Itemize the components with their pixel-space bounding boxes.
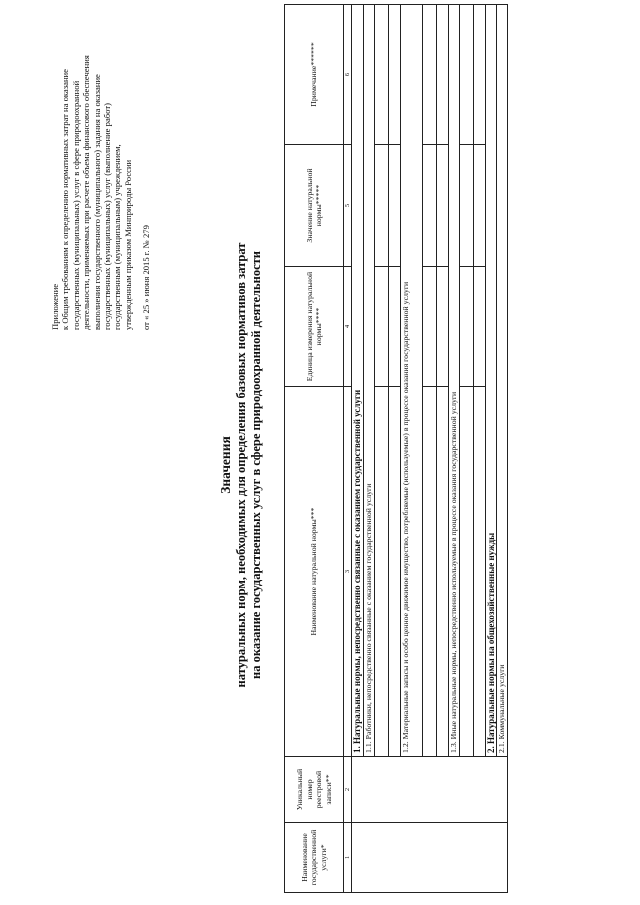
table-cell xyxy=(436,387,448,757)
table-cell xyxy=(422,387,436,757)
title-line-1: Значения xyxy=(218,436,233,494)
appendix-line: деятельности, применяемых при расчете объема финансового обеспечения xyxy=(81,55,92,330)
table-cell xyxy=(459,387,473,757)
registry-number-cell xyxy=(352,757,508,823)
table-cell xyxy=(374,5,388,145)
section-2-heading: 2. Натуральные нормы на общехозяйственные нужды xyxy=(485,5,497,757)
table-cell xyxy=(422,5,436,145)
column-number-row xyxy=(344,5,352,893)
item-1-2: 1.2. Материальные запасы и особо ценное движимое имущество, потребляемые (используемые) в процессе оказания государственной услуги xyxy=(400,5,422,757)
appendix-line: государственных (муниципальных) услуг (выполнение работ) xyxy=(102,103,113,330)
column-number: 4 xyxy=(344,267,352,387)
table-cell xyxy=(436,5,448,145)
appendix-line: государственным (муниципальным) учреждением, xyxy=(112,144,123,330)
column-number: 2 xyxy=(344,757,352,823)
table-cell xyxy=(388,145,400,267)
table-cell xyxy=(459,5,473,145)
appendix-line: утвержденным приказом Минприроды России xyxy=(122,159,133,330)
table-cell xyxy=(436,267,448,387)
table-cell xyxy=(436,145,448,267)
column-number: 5 xyxy=(344,145,352,267)
table-header-row xyxy=(285,5,344,893)
table-row xyxy=(352,5,364,893)
appendix-line: к Общим требованиям к определению нормативных затрат на оказание xyxy=(60,69,71,330)
title-line-2: натуральных норм, необходимых для определения базовых нормативов затрат xyxy=(234,242,248,688)
table-cell xyxy=(459,145,473,267)
header-unit: Единица измерения натуральной нормы**** xyxy=(285,267,344,387)
table-cell xyxy=(473,387,485,757)
column-number: 3 xyxy=(344,387,352,757)
appendix-note xyxy=(50,5,152,330)
table-cell xyxy=(374,267,388,387)
table-cell xyxy=(388,387,400,757)
item-1-3: 1.3. Иные натуральные нормы, непосредственно используемые в процессе оказания государственной услуги xyxy=(448,5,459,757)
table-cell xyxy=(473,145,485,267)
table-cell xyxy=(374,387,388,757)
table-cell xyxy=(422,145,436,267)
table-cell xyxy=(473,5,485,145)
header-norm-value: Значение натуральной нормы***** xyxy=(285,145,344,267)
table-cell xyxy=(459,267,473,387)
section-1-heading: 1. Натуральные нормы, непосредственно связанные с оказанием государственной услуги xyxy=(352,5,364,757)
header-note: Примечание****** xyxy=(285,5,344,145)
table-cell xyxy=(388,267,400,387)
order-date-line: от « 25 » июня 2015 г. № 279 xyxy=(141,225,152,330)
natural-norms-table xyxy=(284,4,508,893)
column-number: 6 xyxy=(344,5,352,145)
header-service-name: Наименование государственной услуги* xyxy=(285,823,344,893)
appendix-line: государственных (муниципальных) услуг в сфере природоохранной xyxy=(70,80,81,330)
title-line-3: на оказание государственных услуг в сфере природоохранной деятельности xyxy=(249,251,263,679)
header-norm-name: Наименование натуральной нормы*** xyxy=(285,387,344,757)
header-registry-number: Уникальный номер реестровой записи** xyxy=(285,757,344,823)
service-name-cell xyxy=(352,823,508,893)
appendix-line: Приложение xyxy=(50,283,60,330)
table-cell xyxy=(374,145,388,267)
appendix-line: выполнения государственного (муниципального) задания на оказание xyxy=(91,74,102,330)
document-title xyxy=(218,165,264,765)
table-cell xyxy=(422,267,436,387)
item-2-1: 2.1. Коммунальные услуги xyxy=(497,5,508,757)
item-1-1: 1.1. Работники, непосредственно связанные с оказанием государственной услуги xyxy=(363,5,374,757)
table-cell xyxy=(388,5,400,145)
column-number: 1 xyxy=(344,823,352,893)
table-cell xyxy=(473,267,485,387)
